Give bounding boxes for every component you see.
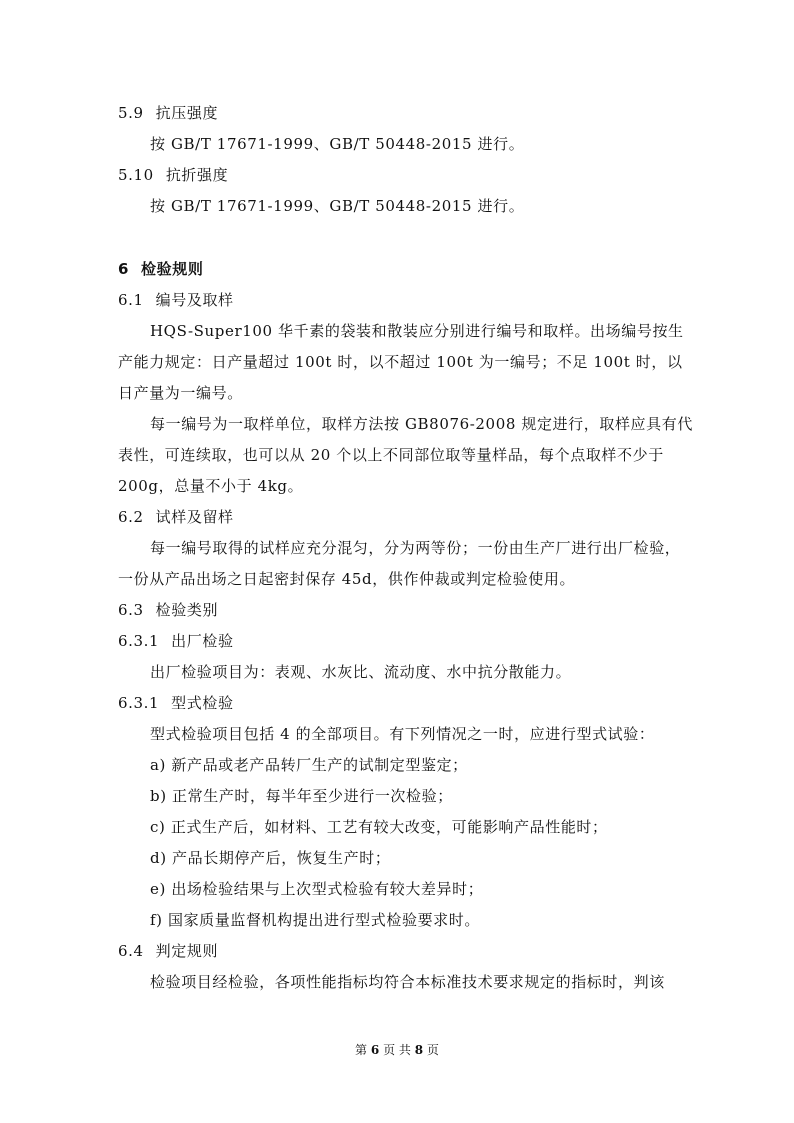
heading-6-3 [118, 600, 218, 620]
paragraph-line: 日产量为一编号。 [118, 384, 243, 402]
list-item-text: 产品长期停产后，恢复生产时； [172, 849, 391, 867]
heading-6-3-1-factory [118, 631, 234, 651]
paragraph-line: 每一编号取得的试样应充分混匀，分为两等份；一份由生产厂进行出厂检验， [150, 539, 681, 557]
section-number: 6.3.1 [118, 632, 160, 650]
heading-5-9 [118, 103, 218, 123]
list-item [150, 879, 483, 899]
paragraph: 型式检验项目包括 4 的全部项目。有下列情况之一时，应进行型式试验： [150, 725, 655, 743]
footer-prefix: 第 [355, 1043, 368, 1057]
chapter-title: 检验规则 [141, 260, 204, 278]
list-item-label: f) [150, 911, 163, 929]
chapter-number: 6 [118, 260, 130, 278]
section-number: 5.9 [118, 104, 144, 122]
section-number: 6.3.1 [118, 694, 160, 712]
paragraph-line: 每一编号为一取样单位，取样方法按 GB8076-2008 规定进行，取样应具有代 [150, 415, 693, 433]
heading-6-3-1-type [118, 693, 234, 713]
paragraph: 按 GB/T 17671-1999、GB/T 50448-2015 进行。 [150, 135, 525, 153]
list-item-label: b) [150, 787, 167, 805]
paragraph-line: 表性，可连续取，也可以从 20 个以上不同部位取等量样品，每个点取样不少于 [118, 446, 664, 464]
section-title: 抗压强度 [155, 104, 219, 122]
list-item [150, 910, 480, 930]
page-footer [0, 1042, 794, 1058]
list-item [150, 786, 453, 806]
section-number: 5.10 [118, 166, 154, 184]
list-item-text: 正式生产后，如材料、工艺有较大改变，可能影响产品性能时； [170, 818, 608, 836]
section-title: 检验类别 [155, 601, 219, 619]
list-item-text: 新产品或老产品转厂生产的试制定型鉴定； [171, 756, 468, 774]
section-title: 编号及取样 [155, 291, 234, 309]
list-item-label: e) [150, 880, 166, 898]
section-title: 型式检验 [171, 694, 234, 712]
section-number: 6.3 [118, 601, 144, 619]
list-item-label: c) [150, 818, 166, 836]
section-title: 抗折强度 [165, 166, 229, 184]
list-item-text: 正常生产时，每半年至少进行一次检验； [172, 787, 453, 805]
paragraph: 出厂检验项目为：表观、水灰比、流动度、水中抗分散能力。 [150, 663, 572, 681]
section-title: 出厂检验 [171, 632, 234, 650]
paragraph-line: 200g，总量不小于 4kg。 [118, 477, 304, 495]
footer-suffix: 页 [426, 1043, 439, 1057]
paragraph-line: 产能力规定：日产量超过 100t 时，以不超过 100t 为一编号；不足 100t 时，以 [118, 353, 683, 371]
paragraph: 按 GB/T 17671-1999、GB/T 50448-2015 进行。 [150, 197, 525, 215]
paragraph-line: HQS-Super100 华千素的袋装和散装应分别进行编号和取样。出场编号按生 [150, 322, 684, 340]
list-item-label: d) [150, 849, 167, 867]
list-item-label: a) [150, 756, 166, 774]
list-item [150, 848, 390, 868]
section-title: 判定规则 [155, 942, 219, 960]
heading-5-10 [118, 165, 228, 185]
section-title: 试样及留样 [155, 508, 234, 526]
paragraph-line: 检验项目经检验，各项性能指标均符合本标准技术要求规定的指标时，判该 [150, 973, 665, 991]
page-total: 8 [414, 1043, 424, 1057]
page-number: 6 [370, 1043, 380, 1057]
footer-middle: 页 共 [383, 1043, 411, 1057]
paragraph-line: 一份从产品出场之日起密封保存 45d，供作仲裁或判定检验使用。 [118, 570, 576, 588]
list-item-text: 出场检验结果与上次型式检验有较大差异时； [171, 880, 484, 898]
heading-6-2 [118, 507, 234, 527]
heading-6-4 [118, 941, 218, 961]
list-item [150, 755, 468, 775]
section-number: 6.2 [118, 508, 144, 526]
list-item-text: 国家质量监督机构提出进行型式检验要求时。 [167, 911, 480, 929]
heading-6-1 [118, 290, 234, 310]
list-item [150, 817, 608, 837]
section-number: 6.4 [118, 942, 144, 960]
chapter-6-heading [118, 259, 203, 279]
section-number: 6.1 [118, 291, 144, 309]
